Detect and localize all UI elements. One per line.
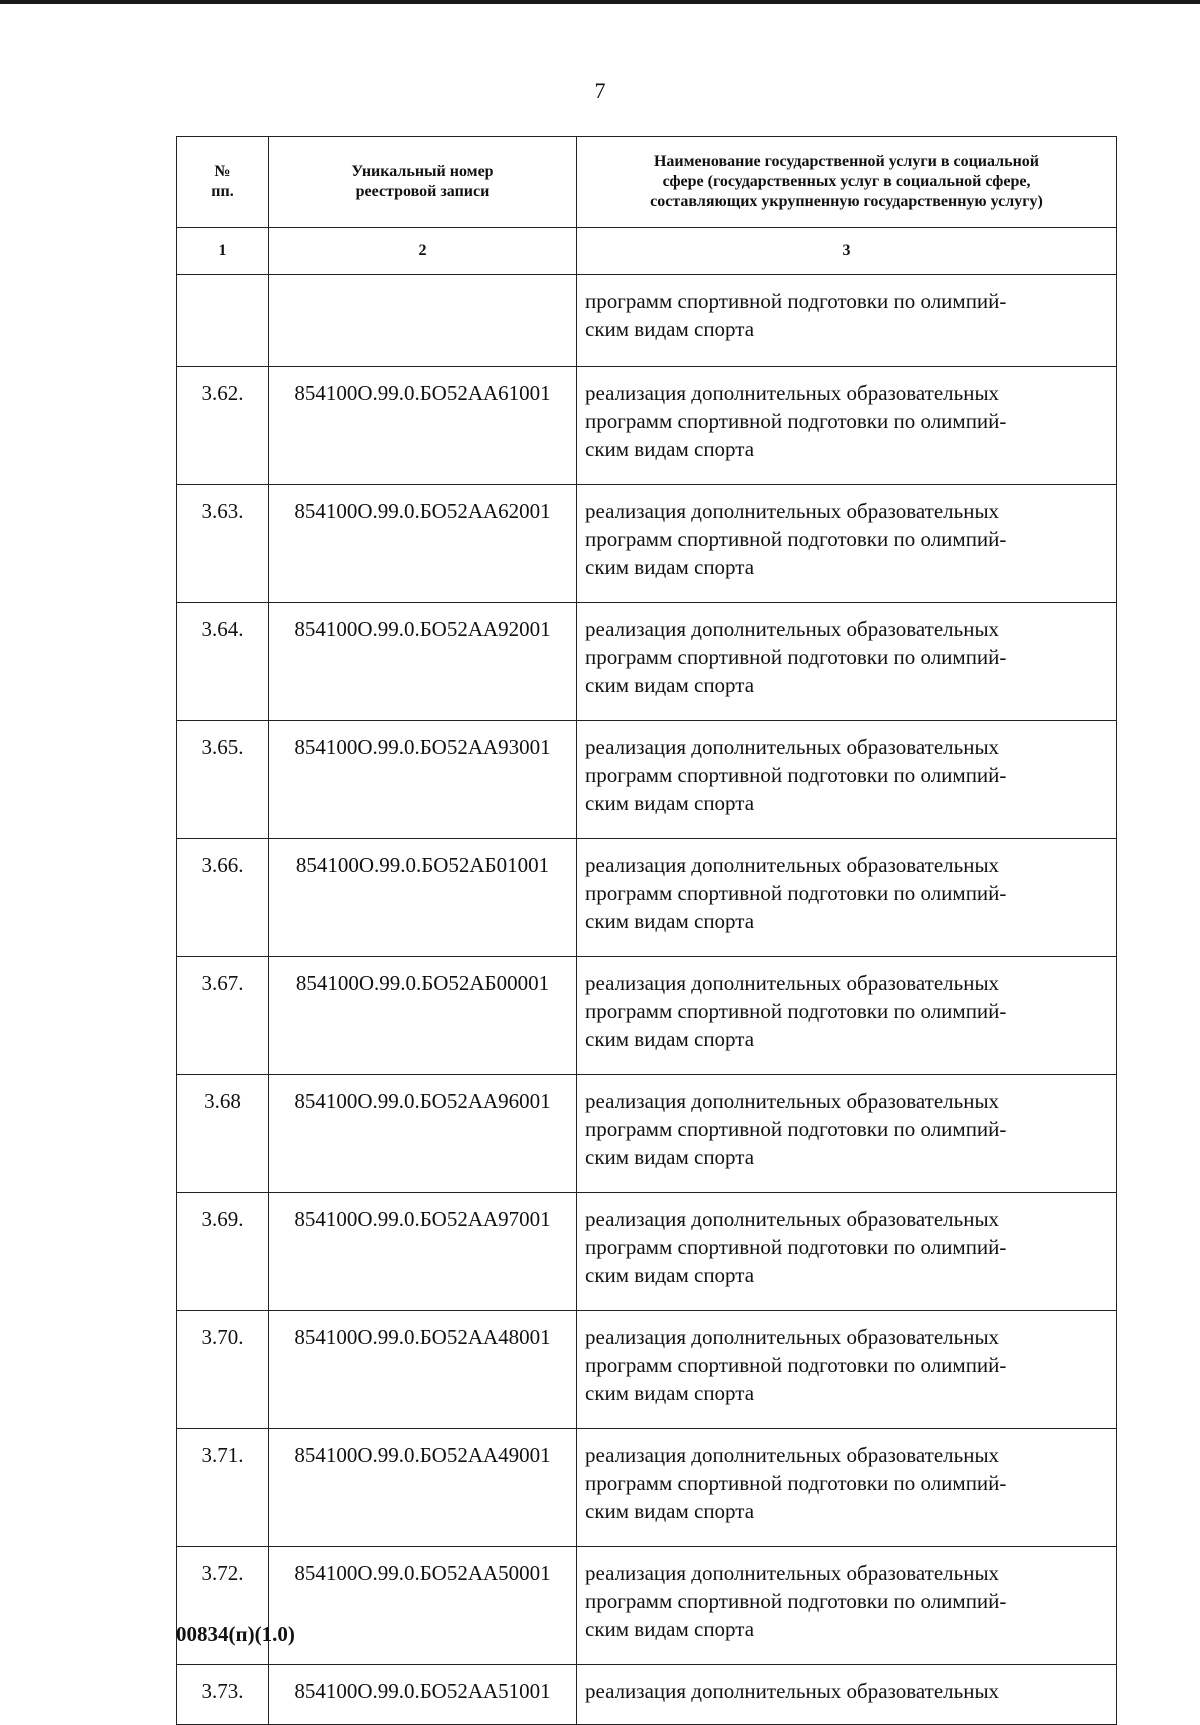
registry-code [269, 275, 577, 367]
registry-code: 854100О.99.0.БО52АА50001 [269, 1547, 577, 1665]
header-service-name: Наименование государственной услуги в социальной сфере (государственных услуг в социальной сфере, составляющих укрупненную государственную услугу) [577, 137, 1117, 228]
table-row [177, 721, 1117, 839]
service-name: реализация дополнительных образовательных программ спортивной подготовки по олимпий- ским видам спорта [577, 839, 1117, 957]
table-row [177, 1311, 1117, 1429]
registry-table [176, 136, 1117, 1725]
table-row [177, 603, 1117, 721]
table-row [177, 1429, 1117, 1547]
table-row [177, 1665, 1117, 1725]
row-number: 3.66. [177, 839, 269, 957]
service-name: реализация дополнительных образовательных программ спортивной подготовки по олимпий- ским видам спорта [577, 1075, 1117, 1193]
service-name: реализация дополнительных образовательных программ спортивной подготовки по олимпий- ским видам спорта [577, 603, 1117, 721]
table-row [177, 957, 1117, 1075]
column-number: 3 [577, 228, 1117, 275]
registry-code: 854100О.99.0.БО52АА96001 [269, 1075, 577, 1193]
table-header-row [177, 137, 1117, 228]
registry-code: 854100О.99.0.БО52АА97001 [269, 1193, 577, 1311]
row-number [177, 275, 269, 367]
service-name: реализация дополнительных образовательных программ спортивной подготовки по олимпий- ским видам спорта [577, 485, 1117, 603]
column-numbers-row [177, 228, 1117, 275]
header-registry-code: Уникальный номер реестровой записи [269, 137, 577, 228]
header-number: № пп. [177, 137, 269, 228]
service-name: реализация дополнительных образовательных программ спортивной подготовки по олимпий- ским видам спорта [577, 1429, 1117, 1547]
row-number: 3.68 [177, 1075, 269, 1193]
table-row [177, 1075, 1117, 1193]
scan-top-edge [0, 0, 1200, 4]
registry-code: 854100О.99.0.БО52АБ00001 [269, 957, 577, 1075]
row-number: 3.71. [177, 1429, 269, 1547]
row-number: 3.64. [177, 603, 269, 721]
service-name: реализация дополнительных образовательных программ спортивной подготовки по олимпий- ским видам спорта [577, 957, 1117, 1075]
table-row [177, 1193, 1117, 1311]
row-number: 3.62. [177, 367, 269, 485]
row-number: 3.65. [177, 721, 269, 839]
registry-code: 854100О.99.0.БО52АА48001 [269, 1311, 577, 1429]
registry-code: 854100О.99.0.БО52АА62001 [269, 485, 577, 603]
table-row [177, 1547, 1117, 1665]
document-footer-code: 00834(п)(1.0) [176, 1622, 295, 1646]
service-name: программ спортивной подготовки по олимпий- ским видам спорта [577, 275, 1117, 367]
table-row [177, 839, 1117, 957]
registry-code: 854100О.99.0.БО52АА92001 [269, 603, 577, 721]
service-name: реализация дополнительных образовательных [577, 1665, 1117, 1725]
table-row [177, 485, 1117, 603]
page-number: 7 [594, 78, 606, 103]
table-row [177, 367, 1117, 485]
service-name: реализация дополнительных образовательных программ спортивной подготовки по олимпий- ским видам спорта [577, 1193, 1117, 1311]
registry-code: 854100О.99.0.БО52АА51001 [269, 1665, 577, 1725]
service-name: реализация дополнительных образовательных программ спортивной подготовки по олимпий- ским видам спорта [577, 1547, 1117, 1665]
row-number: 3.72. [177, 1547, 269, 1665]
registry-code: 854100О.99.0.БО52АБ01001 [269, 839, 577, 957]
registry-code: 854100О.99.0.БО52АА49001 [269, 1429, 577, 1547]
registry-code: 854100О.99.0.БО52АА61001 [269, 367, 577, 485]
column-number: 2 [269, 228, 577, 275]
row-number: 3.73. [177, 1665, 269, 1725]
column-number: 1 [177, 228, 269, 275]
row-number: 3.70. [177, 1311, 269, 1429]
service-name: реализация дополнительных образовательных программ спортивной подготовки по олимпий- ским видам спорта [577, 367, 1117, 485]
service-name: реализация дополнительных образовательных программ спортивной подготовки по олимпий- ским видам спорта [577, 721, 1117, 839]
continuation-row [177, 275, 1117, 367]
registry-code: 854100О.99.0.БО52АА93001 [269, 721, 577, 839]
row-number: 3.67. [177, 957, 269, 1075]
service-name: реализация дополнительных образовательных программ спортивной подготовки по олимпий- ским видам спорта [577, 1311, 1117, 1429]
row-number: 3.69. [177, 1193, 269, 1311]
row-number: 3.63. [177, 485, 269, 603]
